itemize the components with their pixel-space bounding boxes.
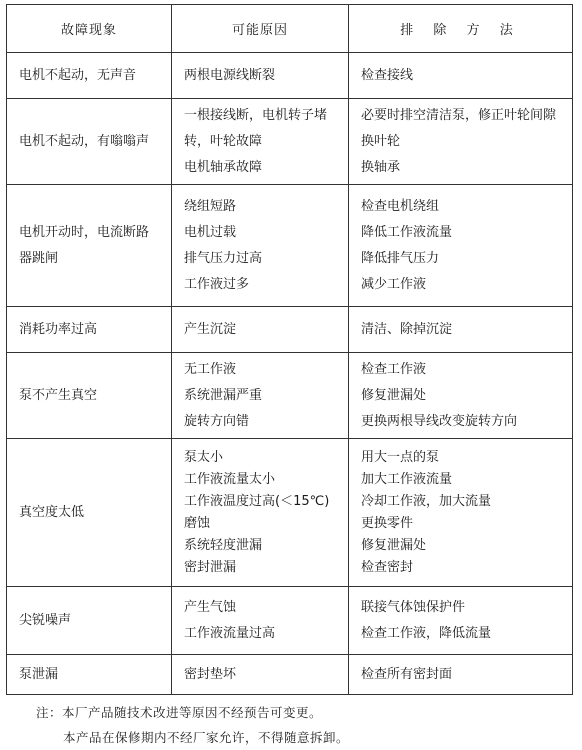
symptom-cell [7, 307, 172, 353]
table-row [7, 353, 573, 439]
header-cause: 可能原因 [172, 5, 349, 53]
cell-line: 电机轴承故障 [184, 159, 263, 175]
table-row [7, 99, 573, 185]
remedy-cell [349, 185, 573, 307]
symptom-cell [7, 185, 172, 307]
cell-line: 冷却工作液，加大流量 [361, 493, 492, 509]
cell-line: 用大一点的泵 [361, 449, 440, 465]
cell-line: 泵不产生真空 [19, 387, 98, 403]
cell-line: 电机过载 [184, 224, 237, 240]
cell-line: 泵泄漏 [19, 666, 59, 682]
cell-line: 排气压力过高 [184, 250, 263, 266]
cell-line: 两根电源线断裂 [184, 67, 276, 83]
cell-line: 无工作液 [184, 361, 237, 377]
cell-line: 检查所有密封面 [361, 666, 453, 682]
symptom-cell [7, 53, 172, 99]
footnote-2: 本产品在保修期内不经厂家允许，不得随意拆卸。 [63, 730, 350, 745]
cause-cell [172, 53, 349, 99]
cell-line: 泵太小 [184, 449, 224, 465]
table-row [7, 185, 573, 307]
cell-line: 检查电机绕组 [361, 198, 440, 214]
remedy-cell [349, 307, 573, 353]
cell-line: 清洁、除掉沉淀 [361, 321, 453, 337]
cell-line: 更换零件 [361, 515, 414, 531]
symptom-cell [7, 353, 172, 439]
table-row [7, 655, 573, 695]
cell-line: 换叶轮 [361, 133, 401, 149]
cell-line: 电机不起动，无声音 [19, 67, 137, 83]
symptom-cell [7, 587, 172, 655]
troubleshooting-table [6, 4, 573, 695]
cell-line: 产生气蚀 [184, 599, 237, 615]
cell-line: 工作液流量过高 [184, 625, 276, 641]
cell-line: 必要时排空清洁泵，修正叶轮间隙 [361, 107, 557, 123]
cause-cell [172, 307, 349, 353]
cell-line: 修复泄漏处 [361, 537, 427, 553]
cell-line: 电机不起动，有嗡嗡声 [19, 133, 150, 149]
cell-line: 尖锐噪声 [19, 612, 72, 628]
cell-line: 降低工作液流量 [361, 224, 453, 240]
table-row [7, 439, 573, 587]
cell-line: 磨蚀 [184, 515, 211, 531]
cell-line: 检查工作液，降低流量 [361, 625, 492, 641]
cell-line: 工作液流量太小 [184, 471, 276, 487]
cell-line: 器跳闸 [19, 250, 59, 266]
cause-cell [172, 99, 349, 185]
cell-line: 系统轻度泄漏 [184, 537, 263, 553]
cell-line: 转，叶轮故障 [184, 133, 263, 149]
cause-cell [172, 185, 349, 307]
cell-line: 密封垫坏 [184, 666, 237, 682]
symptom-cell [7, 655, 172, 695]
footnote-1: 注：本厂产品随技术改进等原因不经预告可变更。 [36, 705, 323, 720]
cell-line: 工作液过多 [184, 276, 250, 292]
remedy-cell [349, 353, 573, 439]
cell-line: 消耗功率过高 [19, 321, 98, 337]
cause-cell [172, 439, 349, 587]
symptom-cell [7, 99, 172, 185]
cell-line: 换轴承 [361, 159, 401, 175]
remedy-cell [349, 655, 573, 695]
table-row [7, 587, 573, 655]
cell-line: 真空度太低 [19, 504, 85, 520]
footnotes [36, 700, 349, 750]
cause-cell [172, 655, 349, 695]
header-symptom: 故障现象 [7, 5, 172, 53]
remedy-cell [349, 439, 573, 587]
table-row [7, 307, 573, 353]
cell-line: 检查密封 [361, 559, 414, 575]
table-body [7, 53, 573, 695]
cell-line: 旋转方向错 [184, 413, 250, 429]
cell-line: 检查工作液 [361, 361, 427, 377]
cell-line: 联接气体蚀保护件 [361, 599, 466, 615]
cause-cell [172, 353, 349, 439]
cell-line: 降低排气压力 [361, 250, 440, 266]
cell-line: 一根接线断，电机转子堵 [184, 107, 328, 123]
cell-line: 更换两根导线改变旋转方向 [361, 413, 518, 429]
symptom-cell [7, 439, 172, 587]
cell-line: 电机开动时，电流断路 [19, 224, 150, 240]
cell-line: 绕组短路 [184, 198, 237, 214]
cell-line: 加大工作液流量 [361, 471, 453, 487]
remedy-cell [349, 587, 573, 655]
remedy-cell [349, 53, 573, 99]
cell-line: 系统泄漏严重 [184, 387, 263, 403]
cell-line: 修复泄漏处 [361, 387, 427, 403]
table-row [7, 53, 573, 99]
cell-line: 减少工作液 [361, 276, 427, 292]
remedy-cell [349, 99, 573, 185]
cell-line: 工作液温度过高(＜15℃) [184, 493, 330, 509]
cell-line: 密封泄漏 [184, 559, 237, 575]
table-header-row [7, 5, 573, 53]
cause-cell [172, 587, 349, 655]
header-remedy: 排 除 方 法 [349, 5, 573, 53]
cell-line: 检查接线 [361, 67, 414, 83]
cell-line: 产生沉淀 [184, 321, 237, 337]
